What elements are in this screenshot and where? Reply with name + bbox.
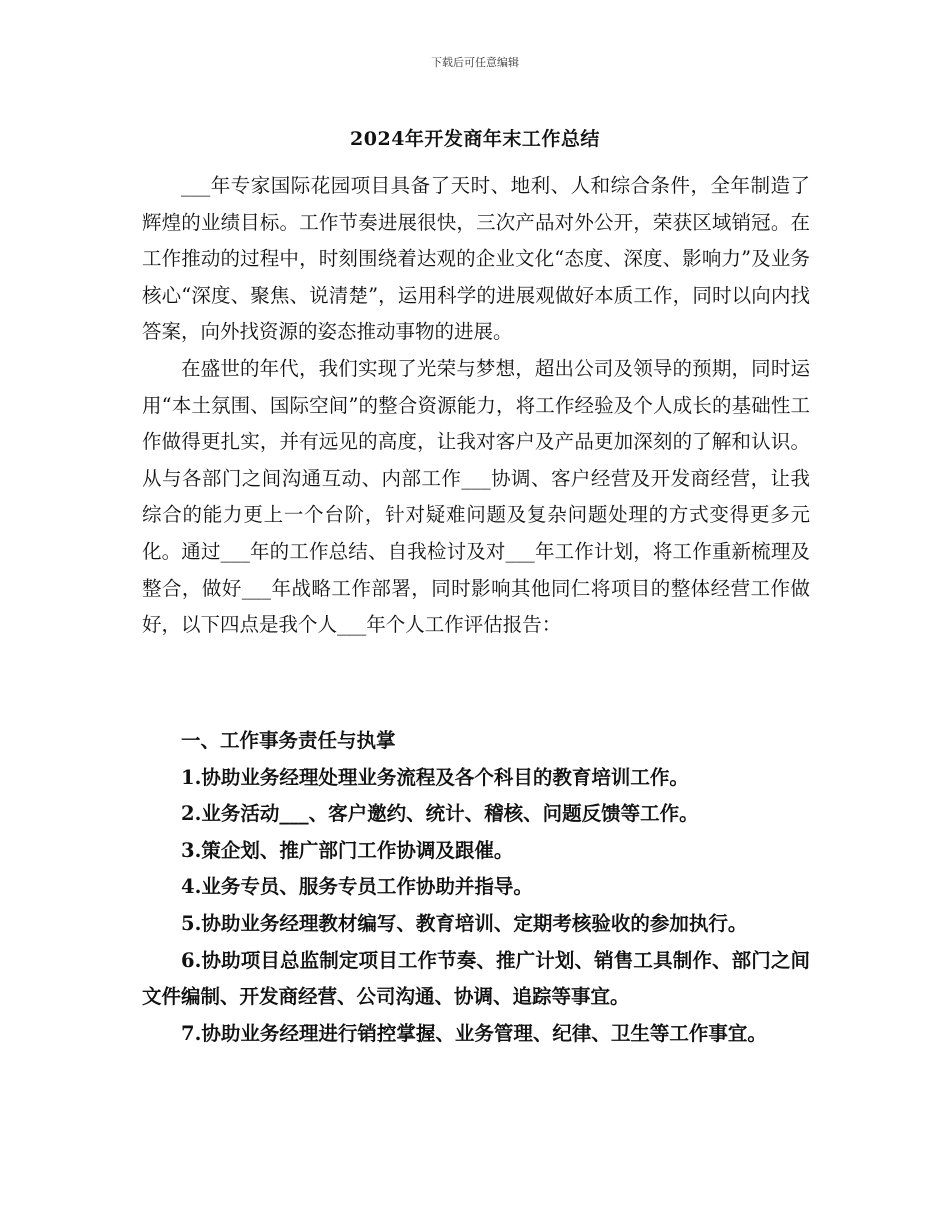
- list-item: 6.协助项目总监制定项目工作节奏、推广计划、销售工具制作、部门之间文件编制、开发商经营、公司沟通、协调、追踪等事宜。: [142, 948, 810, 1009]
- list-item: 4.业务专员、服务专员工作协助并指导。: [181, 875, 533, 899]
- list-item: 3.策企划、推广部门工作协调及跟催。: [181, 838, 514, 862]
- section-heading: 一、工作事务责任与执掌: [181, 729, 396, 752]
- list-item: 1.协助业务经理处理业务流程及各个科目的教育培训工作。: [181, 765, 689, 789]
- responsibility-section: [142, 723, 810, 1052]
- header-note: 下载后可任意编辑: [431, 56, 519, 69]
- document-title: 2024年开发商年末工作总结: [350, 128, 600, 150]
- list-item: 2.业务活动___、客户邀约、统计、稽核、问题反馈等工作。: [181, 802, 699, 826]
- list-item: 7.协助业务经理进行销控掌握、业务管理、纪律、卫生等工作事宜。: [181, 1021, 767, 1045]
- list-item: 5.协助业务经理教材编写、教育培训、定期考核验收的参加执行。: [181, 911, 748, 935]
- paragraph: ___年专家国际花园项目具备了天时、地利、人和综合条件，全年制造了辉煌的业绩目标。工作节奏进展很快，三次产品对外公开，荣获区域销冠。在工作推动的过程中，时刻围绕着达观的企业文化“态度、深度、影响力”及业务核心“深度、聚焦、说清楚”，运用科学的进展观做好本质工作，同时以向内找答案，向外找资源的姿态推动事物的进展。: [142, 174, 810, 344]
- document-body: [142, 168, 810, 644]
- paragraph: 在盛世的年代，我们实现了光荣与梦想，超出公司及领导的预期，同时运用“本土氛围、国际空间”的整合资源能力，将工作经验及个人成长的基础性工作做得更扎实，并有远见的高度，让我对客户及产品更加深刻的了解和认识。从与各部门之间沟通互动、内部工作___协调、客户经营及开发商经营，让我综合的能力更上一个台阶，针对疑难问题及复杂问题处理的方式变得更多元化。通过___年的工作总结、自我检讨及对___年工作计划，将工作重新梳理及整合，做好___年战略工作部署，同时影响其他同仁将项目的整体经营工作做好，以下四点是我个人___年个人工作评估报告：: [142, 356, 810, 637]
